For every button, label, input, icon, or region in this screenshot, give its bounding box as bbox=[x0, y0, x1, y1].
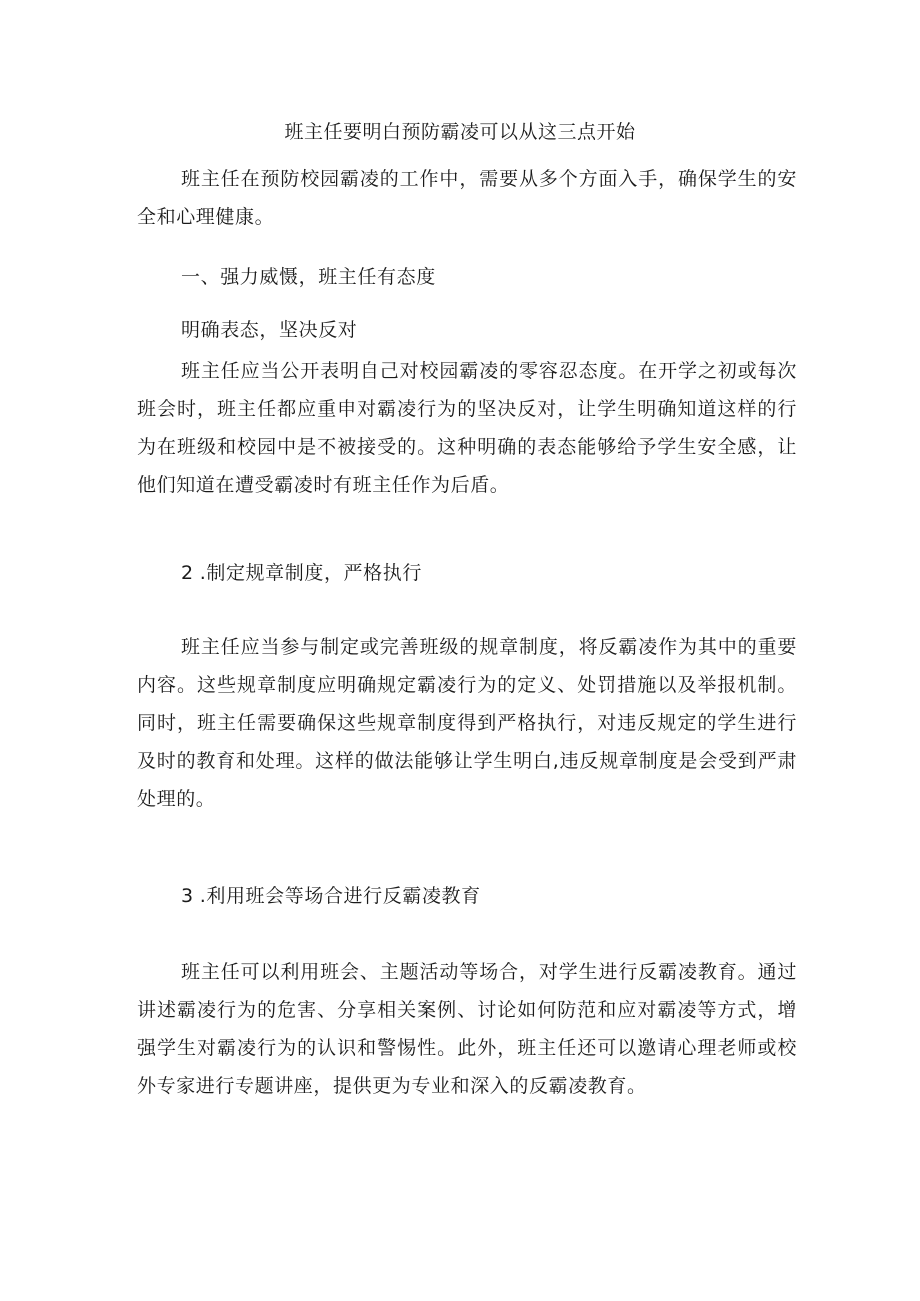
item3-heading bbox=[181, 882, 781, 910]
item2-paragraph: 班主任应当参与制定或完善班级的规章制度，将反霸凌作为其中的重要内容。这些规章制度应明确规定霸凌行为的定义、处罚措施以及举报机制。同时，班主任需要确保这些规章制度得到严格执行，对违反规定的学生进行及时的教育和处理。这样的做法能够让学生明白,违反规章制度是会受到严肃处理的。 bbox=[137, 636, 797, 810]
intro-paragraph: 班主任在预防校园霸凌的工作中，需要从多个方面入手，确保学生的安全和心理健康。 bbox=[137, 168, 797, 228]
item3-paragraph: 班主任可以利用班会、主题活动等场合，对学生进行反霸凌教育。通过讲述霸凌行为的危害、分享相关案例、讨论如何防范和应对霸凌等方式，增强学生对霸凌行为的认识和警惕性。此外，班主任还可以邀请心理老师或校外专家进行专题讲座，提供更为专业和深入的反霸凌教育。 bbox=[137, 961, 797, 1097]
document-title: 班主任要明白预防霸凌可以从这三点开始 bbox=[284, 121, 636, 143]
item2-number: 2 bbox=[181, 562, 194, 584]
section1-paragraph: 班主任应当公开表明自己对校园霸凌的零容忍态度。在开学之初或每次班会时，班主任都应重申对霸凌行为的坚决反对，让学生明确知道这样的行为在班级和校园中是不被接受的。这种明确的表态能够给予学生安全感，让他们知道在遭受霸凌时有班主任作为后盾。 bbox=[137, 360, 797, 496]
item3-heading-text: .利用班会等场合进行反霸凌教育 bbox=[199, 885, 481, 907]
section1-heading: 一、强力威慑，班主任有态度 bbox=[181, 266, 436, 288]
item2-heading-text: .制定规章制度，严格执行 bbox=[199, 562, 422, 584]
item2-heading bbox=[181, 559, 781, 587]
section1-subheading: 明确表态，坚决反对 bbox=[181, 319, 358, 341]
item3-number: 3 bbox=[181, 885, 194, 907]
